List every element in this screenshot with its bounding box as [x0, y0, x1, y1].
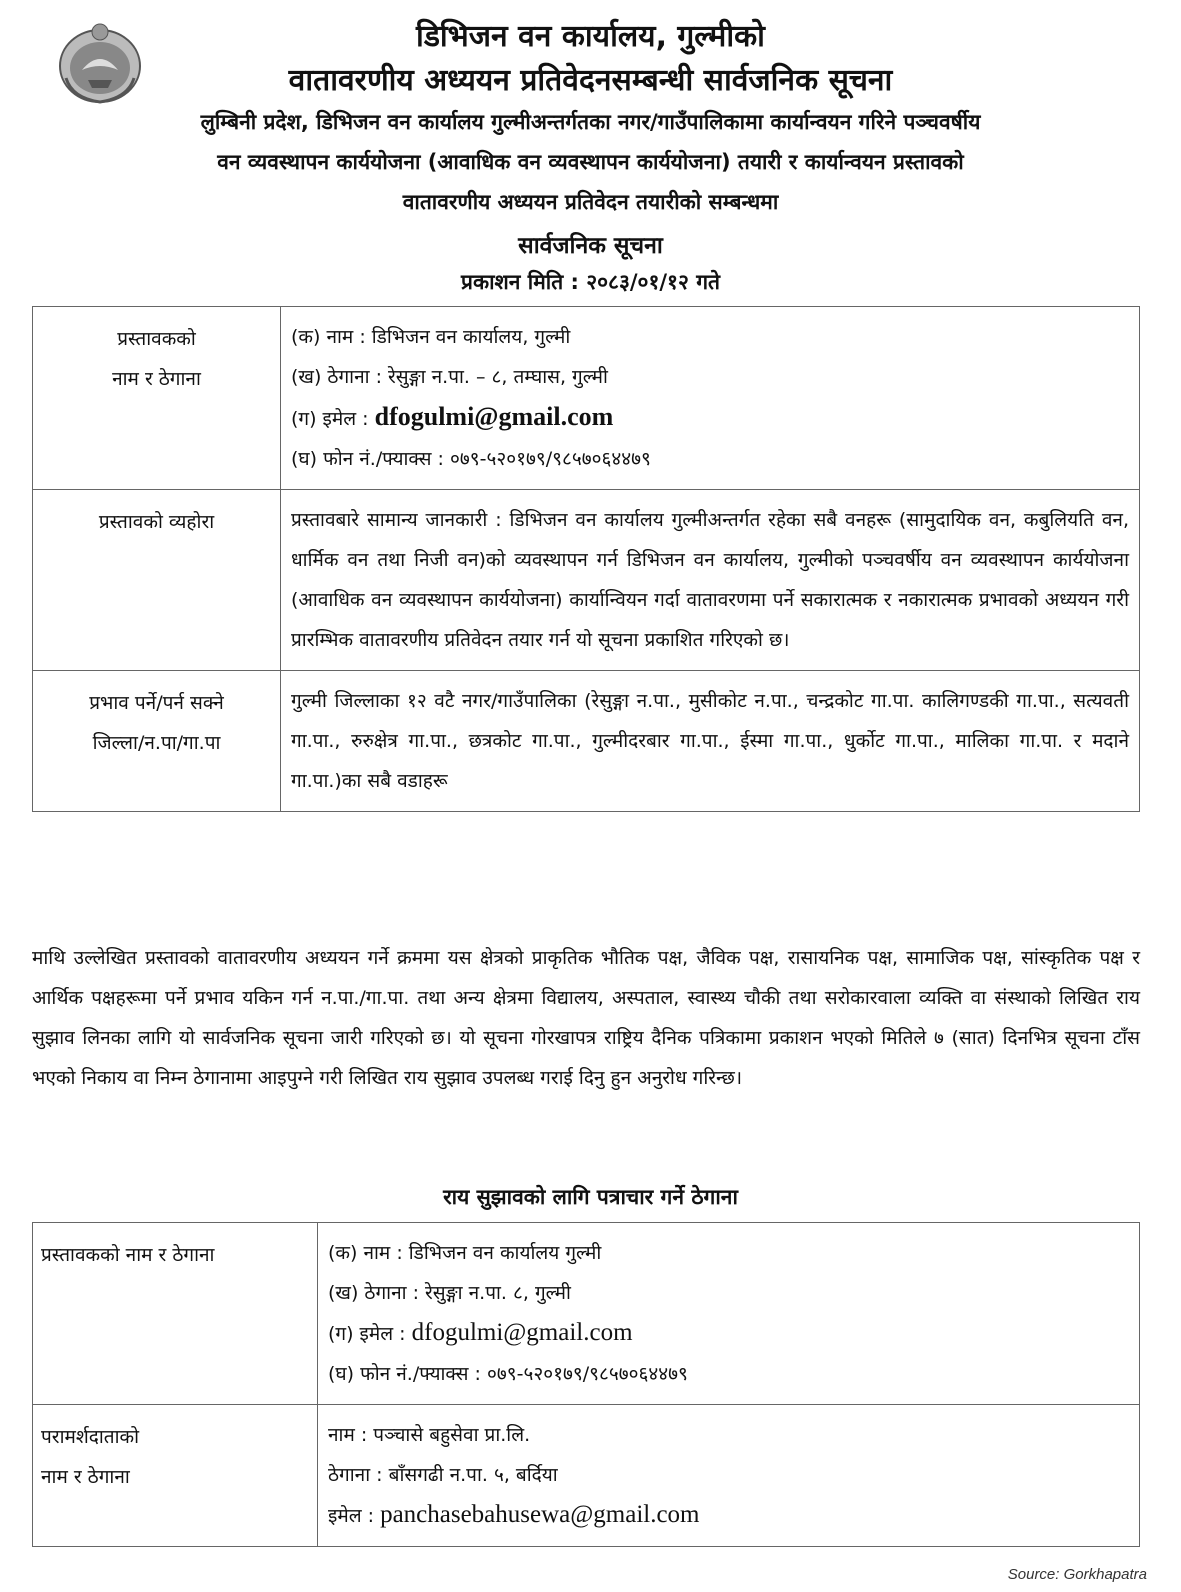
- proposer-email[interactable]: dfogulmi@gmail.com: [374, 402, 614, 431]
- corr-proposer-label: प्रस्तावकको नाम र ठेगाना: [33, 1223, 318, 1405]
- proposal-table: [32, 306, 1140, 812]
- subject-text-content: प्रस्तावबारे सामान्य जानकारी : डिभिजन वन कार्यालय गुल्मीअन्तर्गत रहेका सबै वनहरू (सामुदायिक वन, कबुलियति वन, धार्मिक वन तथा निजी वन)को व्यवस्थापन गर्न डिभिजन वन कार्यालय, गुल्मीको पञ्चवर्षीय वन व्यवस्थापन कार्ययोजना (आवाधिक वन व्यवस्थापन कार्ययोजना) कार्यान्वियन गर्दा वातावरणमा पर्ने सकारात्मक र नकारात्मक प्रभावको अध्ययन गरी प्रारम्भिक वातावरणीय प्रतिवेदन तयार गर्न यो सूचना प्रकाशित गरिएको छ।: [291, 509, 1129, 651]
- corr-email[interactable]: dfogulmi@gmail.com: [411, 1319, 633, 1346]
- subject-line-2: वन व्यवस्थापन कार्ययोजना (आवाधिक वन व्यवस्थापन कार्ययोजना) तयारी र कार्यान्वयन प्रस्तावको: [217, 150, 964, 174]
- proposer-email-line: [291, 397, 1129, 439]
- corr-phone: (घ) फोन नं./फ्याक्स : ०७९-५२०१७९/९८५७०६४४७९: [328, 1363, 688, 1385]
- consultant-address: ठेगाना : बाँसगढी न.पा. ५, बर्दिया: [328, 1464, 558, 1486]
- office-title: डिभिजन वन कार्यालय, गुल्मीको: [416, 19, 765, 54]
- consultant-label-cell: [33, 1405, 318, 1547]
- consultant-email[interactable]: panchasebahusewa@gmail.com: [380, 1501, 700, 1528]
- subject-line-3: वातावरणीय अध्ययन प्रतिवेदन तयारीको सम्बन्धमा: [402, 190, 779, 214]
- source-credit: Source: Gorkhapatra: [1007, 1566, 1147, 1583]
- consultant-row: [33, 1405, 1140, 1547]
- subject-row: [33, 490, 1140, 671]
- email-prefix: (ग) इमेल :: [291, 408, 375, 430]
- affected-label-line2: जिल्ला/न.पा/गा.पा: [92, 732, 221, 754]
- proposer-label-line1: प्रस्तावकको: [117, 328, 196, 350]
- correspondence-title: राय सुझावको लागि पत्राचार गर्ने ठेगाना: [443, 1185, 738, 1209]
- affected-row: [33, 671, 1140, 812]
- body-paragraph: माथि उल्लेखित प्रस्तावको वातावरणीय अध्ययन गर्ने क्रममा यस क्षेत्रको प्राकृतिक भौतिक पक्ष, जैविक पक्ष, रासायनिक पक्ष, सामाजिक पक्ष, सांस्कृतिक पक्ष र आर्थिक पक्षहरूमा पर्ने प्रभाव यकिन गर्न न.पा./गा.पा. तथा अन्य क्षेत्रमा विद्यालय, अस्पताल, स्वास्थ्य चौकी तथा सरोकारवाला व्यक्ति वा संस्थाको लिखित राय सुझाव लिनका लागि यो सार्वजनिक सूचना जारी गरिएको छ। यो सूचना गोरखापत्र राष्ट्रिय दैनिक पत्रिकामा प्रकाशन भएको मितिले ७ (सात) दिनभित्र सूचना टाँस भएको निकाय वा निम्न ठेगानामा आइपुग्ने गरी लिखित राय सुझाव उपलब्ध गराई दिनु हुन अनुरोध गरिन्छ।: [32, 947, 1140, 1089]
- proposer-details-cell: [281, 307, 1140, 490]
- publication-date: प्रकाशन मिति : २०८३/०१/१२ गते: [461, 270, 720, 294]
- notice-heading: वातावरणीय अध्ययन प्रतिवेदनसम्बन्धी सार्वजनिक सूचना: [288, 63, 893, 98]
- proposer-label-line2: नाम र ठेगाना: [112, 368, 201, 390]
- proposer-address: (ख) ठेगाना : रेसुङ्गा न.पा. – ८, तम्घास, गुल्मी: [291, 366, 608, 388]
- affected-text-content: गुल्मी जिल्लाका १२ वटै नगर/गाउँपालिका (रेसुङ्गा न.पा., मुसीकोट न.पा., चन्द्रकोट गा.पा. कालिगण्डकी गा.पा., सत्यवती गा.पा., रुरुक्षेत्र गा.पा., छत्रकोट गा.पा., गुल्मीदरबार गा.पा., ईस्मा गा.पा., धुर्कोट गा.पा., मालिका गा.पा. र मदाने गा.पा.)का सबै वडाहरू: [291, 690, 1129, 792]
- subject-label: प्रस्तावको व्यहोरा: [33, 490, 281, 671]
- consultant-label-line2: नाम र ठेगाना: [41, 1466, 130, 1488]
- corr-address: (ख) ठेगाना : रेसुङ्गा न.पा. ८, गुल्मी: [328, 1282, 571, 1304]
- corr-name: (क) नाम : डिभिजन वन कार्यालय गुल्मी: [328, 1242, 602, 1264]
- subject-text: [281, 490, 1140, 671]
- affected-label-cell: [33, 671, 281, 812]
- corr-email-prefix: (ग) इमेल :: [328, 1323, 412, 1345]
- corr-proposer-details: [318, 1223, 1140, 1405]
- subject-line-1: लुम्बिनी प्रदेश, डिभिजन वन कार्यालय गुल्मीअन्तर्गतका नगर/गाउँपालिकामा कार्यान्वयन गरिने पञ्चवर्षीय: [200, 110, 981, 134]
- affected-text: [281, 671, 1140, 812]
- corr-proposer-row: [33, 1223, 1140, 1405]
- correspondence-table: [32, 1222, 1140, 1547]
- consultant-email-prefix: इमेल :: [328, 1505, 381, 1527]
- proposer-phone: (घ) फोन नं./फ्याक्स : ०७९-५२०१७९/९८५७०६४४७९: [291, 448, 651, 470]
- proposer-row: [33, 307, 1140, 490]
- corr-email-line: [328, 1313, 1129, 1354]
- consultant-name: नाम : पञ्चासे बहुसेवा प्रा.लि.: [328, 1424, 531, 1446]
- proposer-label-cell: [33, 307, 281, 490]
- notice-title: सार्वजनिक सूचना: [518, 233, 663, 259]
- consultant-details: [318, 1405, 1140, 1547]
- affected-label-line1: प्रभाव पर्ने/पर्न सक्ने: [89, 692, 224, 714]
- consultant-email-line: [328, 1495, 1129, 1536]
- consultant-label-line1: परामर्शदाताको: [41, 1426, 140, 1448]
- proposer-name: (क) नाम : डिभिजन वन कार्यालय, गुल्मी: [291, 326, 571, 348]
